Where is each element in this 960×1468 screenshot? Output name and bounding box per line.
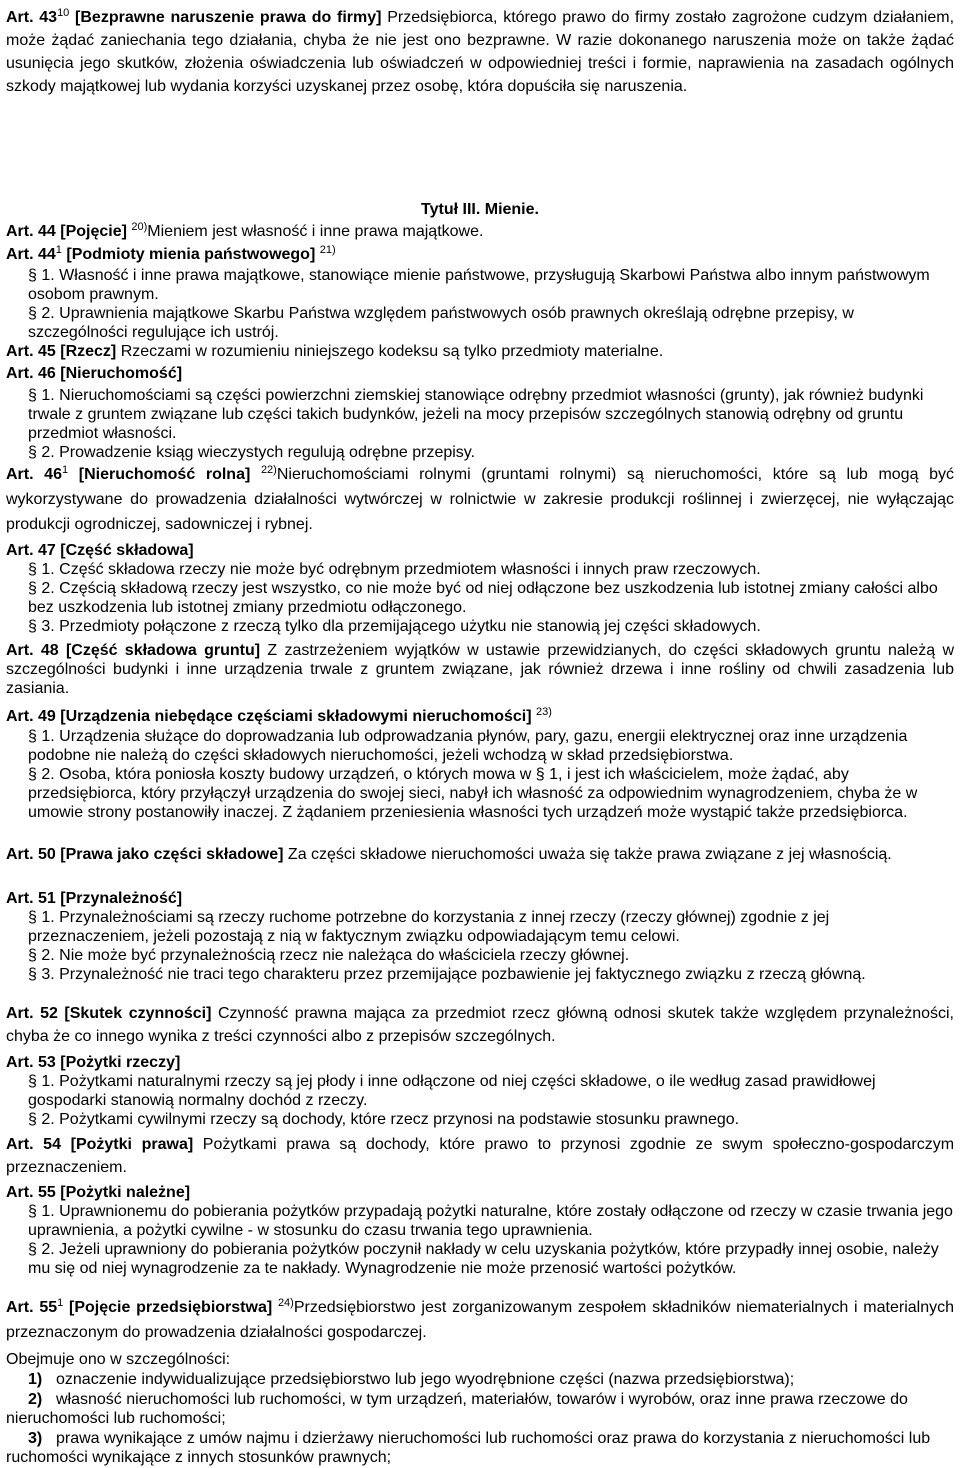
article-heading: [Rzecz] — [60, 343, 117, 360]
article-51 — [6, 889, 954, 908]
article-number: Art. 53 — [6, 1054, 56, 1071]
article-heading: [Prawa jako części składowe] — [60, 846, 284, 863]
article-46-1 — [6, 462, 954, 537]
list-item-text: prawa wynikające z umów najmu i dzierżawy nieruchomości lub ruchomości oraz prawa do korzystania z nieruchomości lub ruchomości wynikające z innych stosunków prawnych; — [6, 1430, 931, 1466]
article-44 — [6, 222, 954, 241]
article-heading: [Podmioty mienia państwowego] — [66, 246, 316, 263]
article-heading: [Urządzenia niebędące częściami składowymi nieruchomości] — [60, 708, 532, 725]
article-text: Przedsiębiorstwo jest zorganizowanym zespołem składników niematerialnych i materialnych przeznaczonym do prowadzenia działalności gospodarczej. — [6, 1299, 954, 1341]
article-number: Art. 51 — [6, 890, 56, 907]
article-50 — [6, 843, 954, 866]
article-45 — [6, 342, 954, 361]
article-54 — [6, 1133, 954, 1179]
footnote-ref: 22) — [260, 464, 277, 476]
article-heading: [Pożytki rzeczy] — [60, 1054, 181, 1071]
article-46 — [6, 364, 954, 383]
paragraph-2: § 2. Częścią składową rzeczy jest wszystko, co nie może być od niej odłączone bez uszkodzenia lub istotnej zmiany całości albo bez uszkodzenia lub istotnej zmiany przedmiotu odłączonego. — [28, 580, 938, 616]
paragraph-2: § 2. Pożytkami cywilnymi rzeczy są dochody, które rzecz przynosi na podstawie stosunku prawnego. — [28, 1111, 740, 1128]
article-number: Art. 45 — [6, 343, 56, 360]
article-superscript: 10 — [57, 7, 70, 19]
article-text: Mieniem jest własność i inne prawa majątkowe. — [147, 223, 484, 240]
article-number: Art. 52 — [6, 1005, 58, 1022]
article-heading: [Część składowa gruntu] — [65, 642, 261, 659]
paragraph-2: § 2. Jeżeli uprawniony do pobierania pożytków poczynił nakłady w celu uzyskania pożytków, które przypadły innej osobie, należy mu się od niej wynagrodzenie za te nakłady. Wynagrodzenie nie może przenosić wartości pożytków. — [28, 1241, 939, 1277]
paragraph-1: § 1. Nieruchomościami są części powierzchni ziemskiej stanowiące odrębny przedmiot własności (grunty), jak również budynki trwale z gruntem związane lub części takich budynków, jeżeli na mocy przepisów szczególnych stanowią odrębny od gruntu przedmiot własności. — [28, 387, 924, 442]
article-55-1 — [6, 1295, 954, 1345]
article-text: Z zastrzeżeniem wyjątków w ustawie przewidzianych, do części składowych gruntu należą w szczególności budynki i inne urządzenia trwale z gruntem związane, jak również drzewa i inne rośliny od chwili zasadzenia lub zasiania. — [6, 642, 954, 697]
article-heading: [Pożytki należne] — [60, 1184, 191, 1201]
article-text: Nieruchomościami rolnymi (gruntami rolnymi) są nieruchomości, które są lub mogą być wykorzystywane do prowadzenia działalności wytwórczej w rolnictwie w zakresie produkcji roślinnej i zwierzęcej, nie wyłączając produkcji ogrodniczej, sadowniczej i rybnej. — [6, 466, 955, 533]
article-heading: [Skutek czynności] — [64, 1005, 212, 1022]
paragraph-1: § 1. Pożytkami naturalnymi rzeczy są jej płody i inne odłączone od niej części składowe, o ile według zasad prawidłowej gospodarki stanowią normalny dochód z rzeczy. — [28, 1073, 876, 1109]
article-number: Art. 55 — [6, 1299, 58, 1316]
article-47 — [6, 541, 954, 560]
list-item-number: 2) — [28, 1391, 43, 1408]
paragraph-2: § 2. Uprawnienia majątkowe Skarbu Państwa względem państwowych osób prawnych określają odrębne przepisy, w szczególności regulujące ich ustrój. — [28, 305, 854, 341]
paragraph-1: § 1. Część składowa rzeczy nie może być odrębnym przedmiotem własności i innych praw rzeczowych. — [28, 561, 761, 578]
article-number: Art. 43 — [6, 9, 58, 26]
paragraph-3: § 3. Przedmioty połączone z rzeczą tylko dla przemijającego użytku nie stanowią jej części składowych. — [28, 618, 761, 635]
list-item — [6, 1390, 954, 1428]
article-text: Przedsiębiorca, którego prawo do firmy zostało zagrożone cudzym działaniem, może żądać zaniechania tego działania, chyba że nie jest ono bezprawne. W razie dokonanego naruszenia może on także żądać usunięcia jego skutków, złożenia oświadczenia lub oświadczeń w odpowiedniej treści i formie, naprawienia na zasadach ogólnych szkody majątkowej lub wydania korzyści uzyskanej przez osobę, która dopuściła się naruszenia. — [6, 9, 955, 95]
article-text: Czynność prawna mająca za przedmiot rzecz główną odnosi skutek także względem przynależności, chyba że co innego wynika z treści czynności albo z przepisów szczególnych. — [6, 1005, 954, 1045]
paragraph-2: § 2. Osoba, która poniosła koszty budowy urządzeń, o których mowa w § 1, i jest ich właścicielem, może żądać, aby przedsiębiorca, który przyłączył urządzenia do swojej sieci, nabył ich własność za odpowiednim wynagrodzeniem, chyba że w umowie strony postanowiły inaczej. Z żądaniem przeniesienia własności tych urządzeń może wystąpić także przedsiębiorca. — [28, 766, 918, 821]
article-heading: [Nieruchomość] — [60, 365, 183, 382]
list-item — [6, 1370, 954, 1389]
section-title: Tytuł III. Mienie. — [421, 201, 539, 218]
article-heading: [Część składowa] — [60, 542, 194, 559]
article-number: Art. 47 — [6, 542, 56, 559]
article-number: Art. 54 — [6, 1136, 61, 1153]
paragraph-3: § 3. Przynależność nie traci tego charakteru przez przemijające pozbawienie jej faktycznego związku z rzeczą główną. — [28, 966, 866, 983]
article-number: Art. 48 — [6, 642, 59, 659]
footnote-ref: 21) — [319, 244, 336, 256]
list-intro: Obejmuje ono w szczególności: — [6, 1351, 231, 1368]
paragraph-2: § 2. Nie może być przynależnością rzecz nie należąca do właściciela rzeczy głównej. — [28, 947, 630, 964]
article-43-10 — [6, 6, 954, 98]
article-superscript: 1 — [57, 1297, 64, 1309]
article-heading: [Pojęcie] — [60, 223, 127, 240]
list-item-text: własność nieruchomości lub ruchomości, w tym urządzeń, materiałów, towarów i wyrobów, oraz inne prawa rzeczowe do nieruchomości lub ruchomości; — [6, 1391, 908, 1427]
list-item-number: 3) — [28, 1430, 43, 1447]
article-superscript: 1 — [61, 464, 69, 476]
footnote-ref: 20) — [131, 221, 148, 233]
article-55 — [6, 1183, 954, 1202]
paragraph-1: § 1. Urządzenia służące do doprowadzania lub odprowadzania płynów, pary, gazu, energii elektrycznej oraz inne urządzenia podobne nie należą do części składowych nieruchomości, jeżeli wchodzą w skład przedsiębiorstwa. — [28, 728, 908, 764]
article-text: Za części składowe nieruchomości uważa się także prawa związane z jej własnością. — [283, 846, 892, 863]
footnote-ref: 23) — [535, 706, 552, 718]
article-48 — [6, 641, 954, 698]
paragraph-1: § 1. Uprawnionemu do pobierania pożytków przypadają pożytki naturalne, które zostały odłączone od rzeczy w czasie trwania jego uprawnienia, a pożytki cywilne - w stosunku do czasu trwania tego uprawnienia. — [28, 1203, 953, 1239]
article-heading: [Bezprawne naruszenie prawa do firmy] — [75, 9, 382, 26]
list-item — [6, 1429, 954, 1467]
article-heading: [Pożytki prawa] — [70, 1136, 194, 1153]
article-heading: [Pojęcie przedsiębiorstwa] — [69, 1299, 273, 1316]
list-item-text: oznaczenie indywidualizujące przedsiębiorstwo lub jego wyodrębnione części (nazwa przedsiębiorstwa); — [56, 1371, 795, 1388]
article-heading: [Nieruchomość rolna] — [78, 466, 251, 483]
article-number: Art. 46 — [6, 365, 56, 382]
article-number: Art. 44 — [6, 246, 56, 263]
footnote-ref: 24) — [277, 1297, 294, 1309]
article-52 — [6, 1002, 954, 1048]
paragraph-2: § 2. Prowadzenie ksiąg wieczystych regulują odrębne przepisy. — [28, 444, 476, 461]
list-item-number: 1) — [28, 1371, 43, 1388]
enumeration-list — [6, 1370, 954, 1467]
article-number: Art. 50 — [6, 846, 56, 863]
article-number: Art. 55 — [6, 1184, 56, 1201]
article-number: Art. 46 — [6, 466, 62, 483]
article-text: Pożytkami prawa są dochody, które prawo to przynosi zgodnie ze swym społeczno-gospodarczym przeznaczeniem. — [6, 1136, 955, 1176]
article-53 — [6, 1053, 954, 1072]
paragraph-1: § 1. Przynależnościami są rzeczy ruchome potrzebne do korzystania z innej rzeczy (rzeczy głównej) zgodnie z jej przeznaczeniem, jeżeli pozostają z nią w faktycznym związku odpowiadającym temu celowi. — [28, 909, 830, 945]
article-superscript: 1 — [55, 244, 62, 256]
article-heading: [Przynależność] — [60, 890, 183, 907]
article-49 — [6, 707, 954, 726]
article-number: Art. 49 — [6, 708, 56, 725]
paragraph-1: § 1. Własność i inne prawa majątkowe, stanowiące mienie państwowe, przysługują Skarbowi Państwa albo innym państwowym osobom prawnym. — [28, 267, 930, 303]
article-text: Rzeczami w rozumieniu niniejszego kodeksu są tylko przedmioty materialne. — [116, 343, 664, 360]
article-number: Art. 44 — [6, 223, 56, 240]
article-44-1 — [6, 245, 954, 264]
